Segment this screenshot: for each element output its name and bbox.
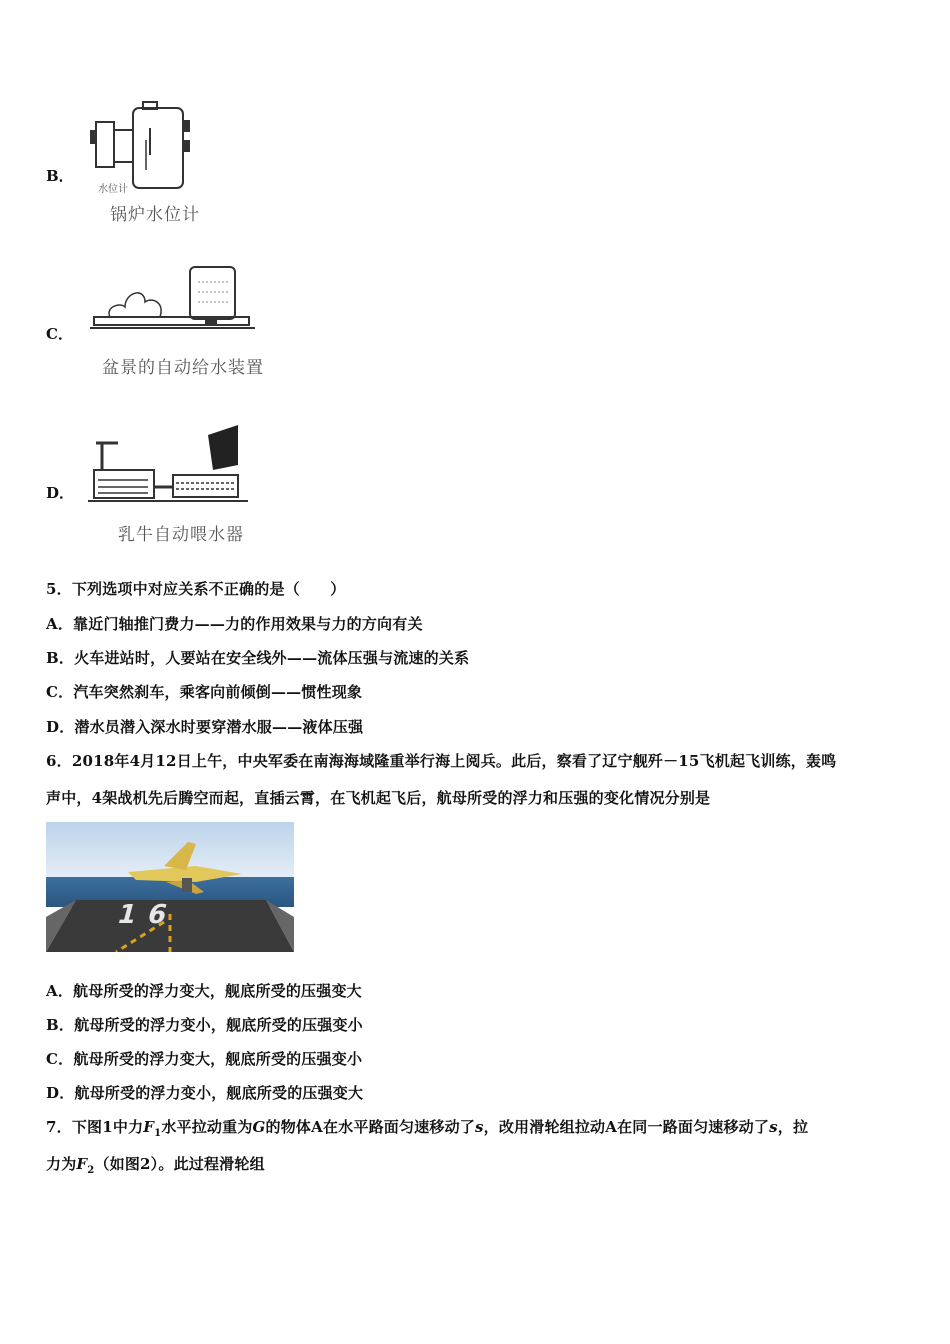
option-b-letter: B．: [46, 167, 74, 185]
option-c-letter: C．: [46, 325, 73, 343]
carrier-photo: [46, 822, 294, 952]
deck-number: 16: [113, 900, 183, 930]
q7-var-f2: F: [76, 1155, 88, 1173]
q6-option-c: C．航母所受的浮力变大，舰底所受的压强变小: [46, 1050, 363, 1068]
option-d-letter: D．: [46, 484, 75, 502]
boiler-gauge-figure: [88, 100, 198, 195]
q7-text-4: ，改用滑轮组拉动A在同一路面匀速移动了: [483, 1118, 770, 1136]
q6-option-a: A．航母所受的浮力变大，舰底所受的压强变大: [46, 982, 362, 1000]
q7-text-1: 7．下图1中力: [46, 1118, 144, 1136]
q5-option-d: D．潜水员潜入深水时要穿潜水服——液体压强: [46, 718, 364, 736]
q6-stem-line1: 6．2018年4月12日上午，中央军委在南海海域隆重举行海上阅兵。此后，察看了辽宁舰歼－15飞机起飞训练，轰鸣: [46, 752, 837, 770]
q7-var-f1-sub: 1: [154, 1128, 162, 1139]
q6-option-b: B．航母所受的浮力变小，舰底所受的压强变小: [46, 1016, 363, 1034]
q6-stem-line2: 声中，4架战机先后腾空而起，直插云霄，在飞机起飞后，航母所受的浮力和压强的变化情况分别是: [46, 789, 711, 807]
q7-text-2: 水平拉动重为: [161, 1118, 253, 1136]
option-b-caption: 锅炉水位计: [110, 205, 200, 225]
q7-text-3: 的物体A在水平路面匀速移动了: [265, 1118, 475, 1136]
bonsai-water-figure: [90, 262, 255, 337]
option-d-caption: 乳牛自动喂水器: [118, 525, 244, 545]
q7-text-5: ，拉: [777, 1118, 809, 1136]
q7-var-f2-sub: 2: [87, 1165, 95, 1176]
q7-text-7: （如图2）。此过程滑轮组: [94, 1155, 265, 1173]
gauge-label: 水位计: [98, 184, 128, 195]
q5-option-a: A．靠近门轴推门费力——力的作用效果与力的方向有关: [46, 615, 423, 633]
q5-option-c: C．汽车突然刹车，乘客向前倾倒——惯性现象: [46, 683, 363, 701]
q7-var-f1: F: [143, 1118, 155, 1136]
q7-stem-line2: [46, 1153, 265, 1176]
q7-stem-line1: [46, 1116, 808, 1139]
q6-option-d: D．航母所受的浮力变小，舰底所受的压强变大: [46, 1084, 364, 1102]
q5-stem: 5．下列选项中对应关系不正确的是（ ）: [46, 580, 346, 598]
cow-feeder-figure: [88, 425, 248, 505]
q5-option-b: B．火车进站时，人要站在安全线外——流体压强与流速的关系: [46, 649, 470, 667]
q7-text-6: 力为: [46, 1155, 77, 1173]
q7-var-s1: s: [474, 1118, 484, 1136]
q7-var-g: G: [252, 1118, 266, 1136]
q7-var-s2: s: [769, 1118, 778, 1136]
option-c-caption: 盆景的自动给水装置: [102, 358, 264, 378]
